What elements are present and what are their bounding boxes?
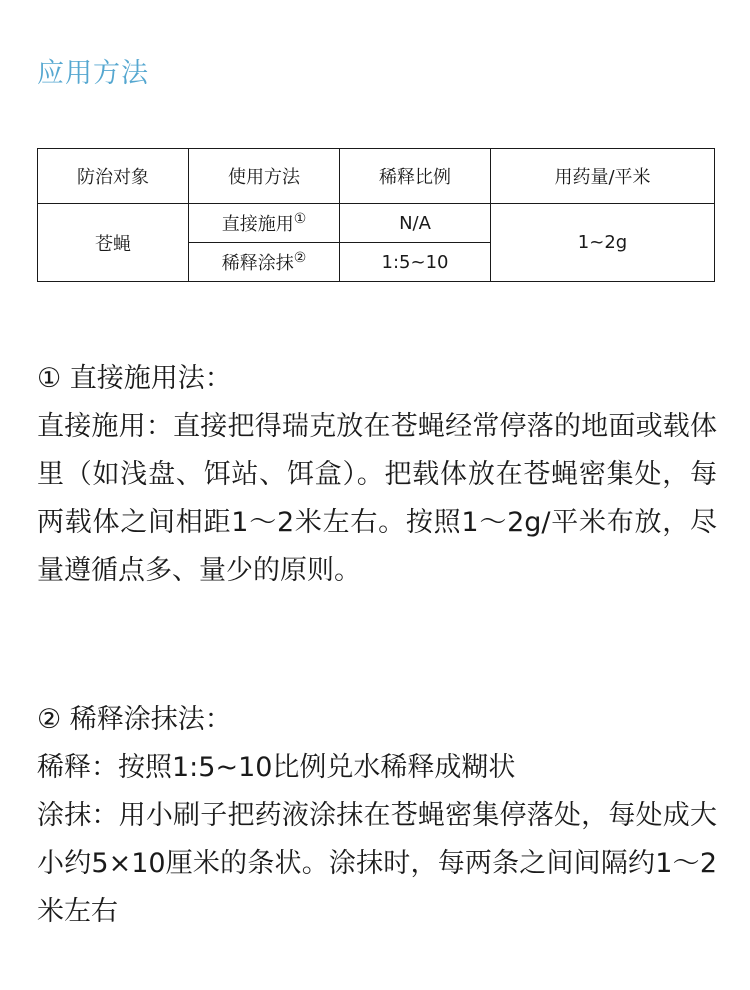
section-title: ② 稀释涂抹法： xyxy=(37,704,232,735)
header-ratio: 稀释比例 xyxy=(340,149,491,204)
section-paragraph: 直接施用：直接把得瑞克放在苍蝇经常停落的地面或载体里（如浅盘、饵站、饵盒）。把载体放在苍蝇密集处，每两载体之间相距1～2米左右。按照1～2g/平米布放，尽量遵循点多、量少的原则。 xyxy=(37,411,717,586)
section-title: ① 直接施用法： xyxy=(37,363,232,394)
method-label: 直接施用 xyxy=(221,214,294,235)
header-target: 防治对象 xyxy=(38,149,189,204)
header-method: 使用方法 xyxy=(189,149,340,204)
usage-table xyxy=(37,148,715,282)
cell-ratio: 1:5~10 xyxy=(340,243,491,282)
cell-method xyxy=(189,204,340,243)
cell-ratio: N/A xyxy=(340,204,491,243)
footnote-mark: ② xyxy=(293,250,307,266)
table-row xyxy=(38,204,715,243)
method-label: 稀释涂抹 xyxy=(221,253,294,274)
cell-method xyxy=(189,243,340,282)
header-dosage: 用药量/平米 xyxy=(491,149,715,204)
section-heading: 应用方法 xyxy=(37,58,149,89)
dilute-paragraph: 稀释：按照1:5~10比例兑水稀释成糊状 xyxy=(37,752,516,783)
cell-dosage: 1~2g xyxy=(491,204,715,282)
section-direct-application xyxy=(37,355,717,595)
section-dilute-application xyxy=(37,696,717,936)
cell-target: 苍蝇 xyxy=(38,204,189,282)
apply-paragraph: 涂抹：用小刷子把药液涂抹在苍蝇密集停落处，每处成大小约5×10厘米的条状。涂抹时，每两条之间间隔约1～2米左右 xyxy=(37,800,717,927)
footnote-mark: ① xyxy=(293,211,307,227)
table-header-row xyxy=(38,149,715,204)
